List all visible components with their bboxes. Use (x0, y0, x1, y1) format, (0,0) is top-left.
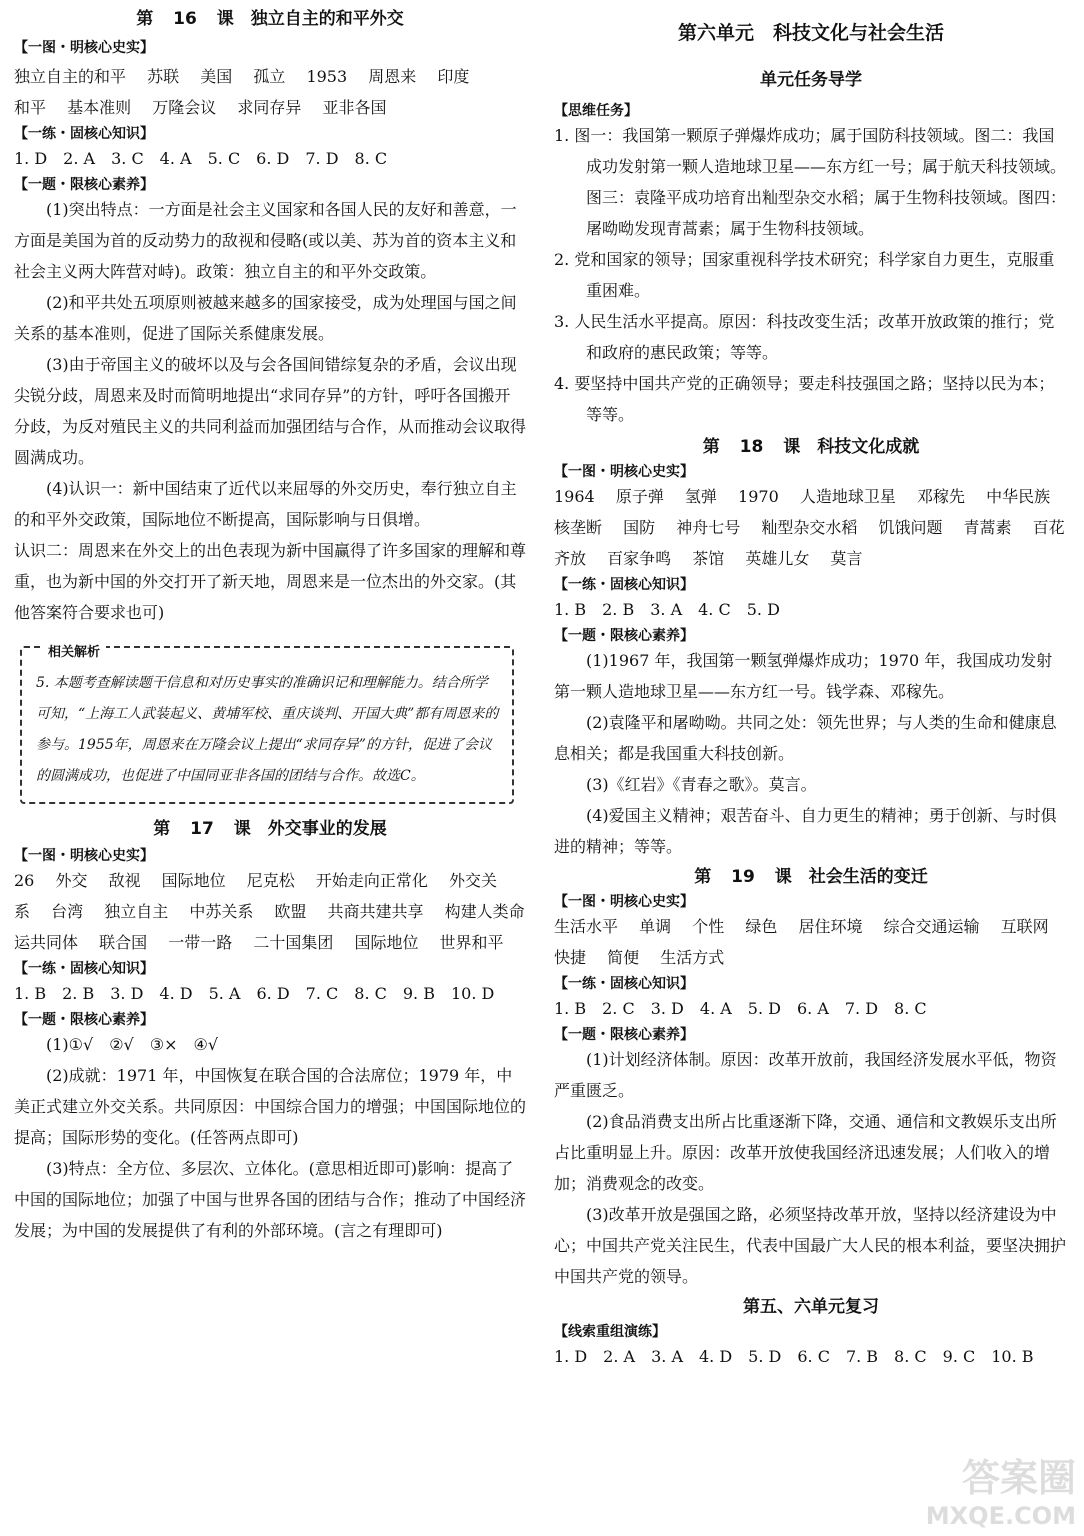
term-item: 中苏关系 (189, 902, 254, 921)
analysis-text: 5. 本题考查解读题干信息和对历史事实的准确识记和理解能力。结合所学可知，“上海工人武装起义、黄埔军校、重庆谈判、开国大典”都有周恩来的参与。1955年，周恩来在万隆会议上提出“求同存异”的方针，促进了会议的圆满成功，也促进了中国同亚非各国的团结与合作。故选C。 (36, 675, 499, 784)
term-item: 二十国集团 (253, 933, 334, 952)
term-item: 核垄断 (554, 518, 603, 537)
answer-paragraph: (2)和平共处五项原则被越来越多的国家接受，成为处理国与国之间关系的基本准则，促进了国际关系健康发展。 (14, 293, 517, 343)
term-item: 茶馆 (692, 549, 725, 568)
answer-paragraph: (2)袁隆平和屠呦呦。共同之处：领先世界；与人类的生命和健康息息相关；都是我国重大科技创新。 (554, 713, 1057, 763)
watermark-url: MXQE.COM (925, 1502, 1076, 1530)
term-item: 外交 (55, 871, 88, 890)
term-item: 苏联 (147, 67, 180, 86)
term-item: 1964 (554, 487, 595, 506)
left-column (14, 0, 526, 1246)
term-item: 生活水平 (554, 917, 619, 936)
answer-paragraph: (3)《红岩》《青春之歌》。莫言。 (586, 775, 817, 794)
term-item: 居住环境 (798, 917, 863, 936)
answer-paragraph: (1)1967 年，我国第一颗氢弹爆炸成功；1970 年，我国成功发射第一颗人造地球卫星——东方红一号。钱学森、邓稼先。 (554, 651, 1053, 701)
term-item: 敌视 (108, 871, 141, 890)
answer-paragraph: (1)计划经济体制。原因：改革开放前，我国经济发展水平低，物资严重匮乏。 (554, 1050, 1057, 1100)
section-header: 【一题・限核心素养】 (14, 1012, 154, 1028)
term-item: 亚非各国 (322, 98, 387, 117)
right-column (554, 0, 1068, 1372)
answer-paragraph: (1)突出特点：一方面是社会主义国家和各国人民的友好和善意，一方面是美国为首的反动势力的敌视和侵略(或以美、苏为首的资本主义和社会主义两大阵营对峙)。政策：独立自主的和平外交政策。 (14, 200, 517, 281)
section-header: 【一练・固核心知识】 (554, 577, 694, 593)
term-item: 1970 (738, 487, 779, 506)
section-header: 【一题・限核心素养】 (14, 177, 154, 193)
term-item: 生活方式 (660, 948, 725, 967)
term-item: 神舟七号 (676, 518, 741, 537)
term-item: 独立自主的和平 (14, 67, 127, 86)
term-item: 莫言 (830, 549, 863, 568)
answer-paragraph: (2)食品消费支出所占比重逐渐下降，交通、通信和文教娱乐支出所占比重明显上升。原因：改革开放使我国经济迅速发展；人们收入的增加；消费观念的改变。 (554, 1112, 1057, 1193)
term-item: 简便 (607, 948, 640, 967)
lesson-16-title: 第 16 课 独立自主的和平外交 (136, 9, 404, 29)
term-item: 国际地位 (161, 871, 226, 890)
term-item: 百花齐放 (554, 518, 1065, 568)
term-item: 快捷 (554, 948, 587, 967)
term-item: 青蒿素 (963, 518, 1012, 537)
term-item: 人造地球卫星 (799, 487, 896, 506)
term-item: 26 (14, 871, 35, 890)
term-list (554, 481, 1068, 574)
term-item: 一带一路 (168, 933, 233, 952)
lesson-18-title: 第 18 课 科技文化成就 (702, 437, 920, 457)
answer-paragraph: (3)改革开放是强国之路，必须坚持改革开放，坚持以经济建设为中心；中国共产党关注民生，代表中国最广大人民的根本利益，要坚决拥护中国共产党的领导。 (554, 1205, 1067, 1286)
answer-paragraph: 1. 图一：我国第一颗原子弹爆炸成功；属于国防科技领域。图二：我国成功发射第一颗人造地球卫星——东方红一号；属于航天科技领域。图三：袁隆平成功培育出籼型杂交水稻；属于生物科技领域。图四：屠呦呦发现青蒿素；属于生物科技领域。 (554, 126, 1067, 238)
section-header: 【一练・固核心知识】 (14, 961, 154, 977)
term-item: 共商共建共享 (327, 902, 424, 921)
term-item: 个性 (692, 917, 725, 936)
term-item: 构建人类命运共同体 (14, 902, 525, 952)
analysis-box (20, 646, 514, 804)
term-item: 1953 (306, 67, 348, 86)
term-item: 中华民族 (986, 487, 1051, 506)
term-item: 百家争鸣 (607, 549, 672, 568)
term-item: 原子弹 (615, 487, 664, 506)
answer-line: 1. B 2. C 3. D 4. A 5. D 6. A 7. D 8. C (554, 999, 927, 1018)
term-item: 和平 (14, 98, 47, 117)
answer-line: 1. D 2. A 3. A 4. D 5. D 6. C 7. B 8. C 9. C 10. B (554, 1347, 1034, 1366)
term-item: 万隆会议 (152, 98, 217, 117)
term-item: 饥饿问题 (878, 518, 943, 537)
term-item: 尼克松 (246, 871, 295, 890)
term-item: 印度 (437, 67, 470, 86)
section-header: 【一题・限核心素养】 (554, 1027, 694, 1043)
term-item: 英雄儿女 (745, 549, 810, 568)
term-item: 单调 (639, 917, 672, 936)
answer-paragraph: 2. 党和国家的领导；国家重视科学技术研究；科学家自力更生，克服重重困难。 (554, 250, 1055, 300)
answer-paragraph: (4)认识一：新中国结束了近代以来屈辱的外交历史，奉行独立自主的和平外交政策，国际地位不断提高，国际影响与日俱增。 (14, 479, 517, 529)
unit-subtitle: 单元任务导学 (760, 70, 862, 90)
unit-title: 第六单元 科技文化与社会生活 (677, 22, 944, 44)
section-header: 【一图・明核心史实】 (14, 848, 154, 864)
section-header: 【一图・明核心史实】 (554, 464, 694, 480)
term-item: 籼型杂交水稻 (761, 518, 858, 537)
term-item: 氢弹 (684, 487, 717, 506)
term-item: 邓稼先 (916, 487, 965, 506)
term-item: 世界和平 (439, 933, 504, 952)
term-item: 独立自主 (104, 902, 169, 921)
review-title: 第五、六单元复习 (743, 1297, 879, 1317)
answer-paragraph: 4. 要坚持中国共产党的正确领导；要走科技强国之路；坚持以民为本；等等。 (554, 374, 1055, 424)
section-header: 【一练・固核心知识】 (14, 126, 154, 142)
section-header: 【一题・限核心素养】 (554, 628, 694, 644)
answer-paragraph: (2)成就：1971 年，中国恢复在联合国的合法席位；1979 年，中美正式建立外交关系。共同原因：中国综合国力的增强；中国国际地位的提高；国际形势的变化。(任答两点即可) (14, 1066, 527, 1147)
section-header: 【思维任务】 (554, 103, 638, 119)
section-header: 【一图・明核心史实】 (14, 40, 154, 56)
term-list (14, 61, 526, 92)
term-item: 综合交通运输 (883, 917, 980, 936)
analysis-box-title: 相关解析 (42, 637, 106, 668)
term-item: 求同存异 (237, 98, 302, 117)
watermark-logo (926, 1447, 1076, 1530)
lesson-17-title: 第 17 课 外交事业的发展 (153, 819, 387, 839)
term-item: 国防 (623, 518, 656, 537)
term-item: 基本准则 (67, 98, 132, 117)
term-list (554, 911, 1068, 973)
answer-line: 1. B 2. B 3. D 4. D 5. A 6. D 7. C 8. C 9. B 10. D (14, 984, 495, 1003)
term-item: 孤立 (253, 67, 286, 86)
section-header: 【一练・固核心知识】 (554, 976, 694, 992)
section-header: 【一图・明核心史实】 (554, 894, 694, 910)
term-item: 美国 (200, 67, 233, 86)
answer-paragraph: (3)由于帝国主义的破坏以及与会各国间错综复杂的矛盾，会议出现尖锐分歧，周恩来及时而简明地提出“求同存异”的方针，呼吁各国搬开分歧，为反对殖民主义的共同利益而加强团结与合作，从而推动会议取得圆满成功。 (14, 355, 527, 467)
term-item: 外交关系 (14, 871, 498, 921)
term-item: 绿色 (745, 917, 778, 936)
term-item: 开始走向正常化 (315, 871, 428, 890)
answer-line: 1. D 2. A 3. C 4. A 5. C 6. D 7. D 8. C (14, 149, 388, 168)
term-item: 互联网 (1000, 917, 1049, 936)
term-item: 联合国 (99, 933, 148, 952)
term-item: 周恩来 (368, 67, 417, 86)
answer-paragraph: (1)①√ ②√ ③× ④√ (46, 1035, 219, 1054)
answer-line: 1. B 2. B 3. A 4. C 5. D (554, 600, 780, 619)
term-list (14, 865, 526, 958)
answer-paragraph: 认识二：周恩来在外交上的出色表现为新中国赢得了许多国家的理解和尊重，也为新中国的外交打开了新天地，周恩来是一位杰出的外交家。(其他答案符合要求也可) (14, 541, 527, 622)
term-item: 国际地位 (354, 933, 419, 952)
term-item: 欧盟 (274, 902, 307, 921)
watermark-text: 答案圈 (961, 1456, 1076, 1500)
term-item: 台湾 (51, 902, 84, 921)
answer-paragraph: (3)特点：全方位、多层次、立体化。(意思相近即可)影响：提高了中国的国际地位；加强了中国与世界各国的团结与合作；推动了中国经济发展；为中国的发展提供了有利的外部环境。(言之有理即可) (14, 1159, 527, 1240)
lesson-19-title: 第 19 课 社会生活的变迁 (694, 867, 928, 887)
term-list (14, 92, 526, 123)
section-header: 【线索重组演练】 (554, 1324, 666, 1340)
answer-paragraph: 3. 人民生活水平提高。原因：科技改变生活；改革开放政策的推行；党和政府的惠民政策；等等。 (554, 312, 1055, 362)
answer-paragraph: (4)爱国主义精神；艰苦奋斗、自力更生的精神；勇于创新、与时俱进的精神；等等。 (554, 806, 1057, 856)
